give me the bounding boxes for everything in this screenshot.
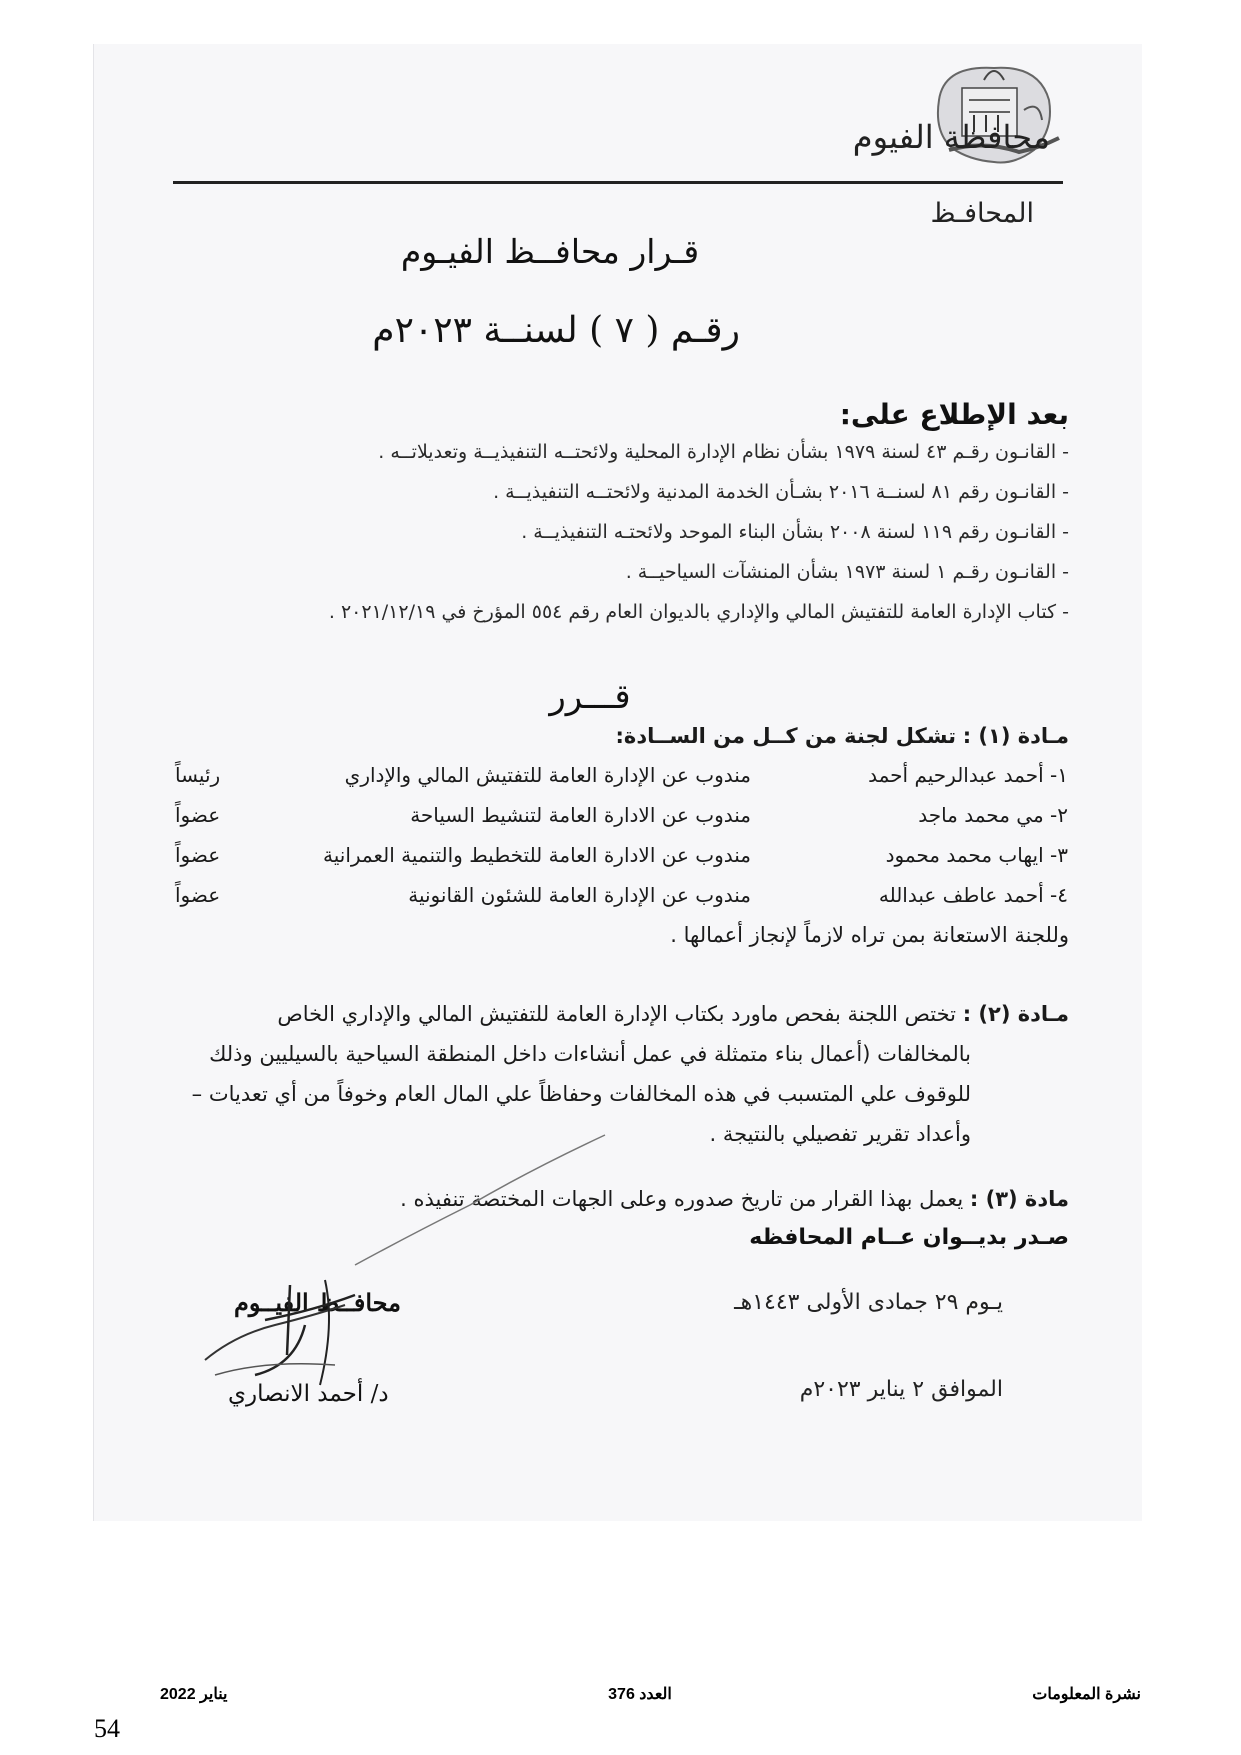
member-name: ١- أحمد عبدالرحيم أحمد bbox=[868, 763, 1068, 787]
member-role: عضواً bbox=[175, 883, 221, 907]
article-2-text: تختص اللجنة بفحص ماورد بكتاب الإدارة العامة للتفتيش المالي والإداري الخاص bbox=[277, 1002, 957, 1026]
article-2-line: وأعداد تقرير تفصيلي بالنتيجة . bbox=[709, 1122, 971, 1146]
governor-title: المحافـظ bbox=[930, 198, 1034, 229]
article-2-line bbox=[277, 1002, 1069, 1026]
member-role: رئيساً bbox=[175, 763, 221, 787]
article-1-label: مـادة (١) : bbox=[962, 724, 1069, 748]
footer-publication: نشرة المعلومات bbox=[1032, 1686, 1141, 1703]
header-rule bbox=[173, 181, 1063, 184]
article-3-label: مادة (٣) : bbox=[969, 1187, 1069, 1211]
reference-item: - القانـون رقـم ١ لسنة ١٩٧٣ بشأن المنشآت السياحيــة . bbox=[625, 561, 1069, 583]
member-role: عضواً bbox=[175, 803, 221, 827]
member-description: مندوب عن الإدارة العامة للشئون القانونية bbox=[408, 883, 751, 907]
decision-title: قـرار محافــظ الفيـوم bbox=[400, 232, 700, 271]
member-description: مندوب عن الادارة العامة للتخطيط والتنمية العمرانية bbox=[323, 843, 751, 867]
issued-at: صـدر بديــوان عــام المحافظه bbox=[749, 1225, 1069, 1250]
page-number: 54 bbox=[94, 1714, 120, 1743]
hijri-date: يـوم ٢٩ جمادى الأولى ١٤٤٣هـ bbox=[734, 1290, 1003, 1315]
article-2-label: مـادة (٢) : bbox=[962, 1002, 1069, 1026]
reference-item: - القانـون رقم ٨١ لسنــة ٢٠١٦ بشـأن الخدمة المدنية ولائحتــه التنفيذيــة . bbox=[493, 481, 1069, 503]
member-role: عضواً bbox=[175, 843, 221, 867]
footer-date: يناير 2022 bbox=[160, 1686, 228, 1703]
member-name: ٢- مي محمد ماجد bbox=[918, 803, 1068, 827]
reference-item: - القانـون رقـم ٤٣ لسنة ١٩٧٩ بشأن نظام الإدارة المحلية ولائحتــه التنفيذيــة وتعديلاتــه . bbox=[378, 441, 1069, 463]
member-name: ٣- ايهاب محمد محمود bbox=[885, 843, 1068, 867]
article-1-heading bbox=[616, 724, 1069, 748]
member-name: ٤- أحمد عاطف عبدالله bbox=[878, 883, 1068, 907]
references-heading: بعد الإطلاع على: bbox=[839, 398, 1069, 431]
governorate-name: محافظة الفيوم bbox=[852, 118, 1050, 156]
reference-item: - كتاب الإدارة العامة للتفتيش المالي والإداري بالديوان العام رقم ٥٥٤ المؤرخ في ٢٠٢١/١٢/١٩ . bbox=[328, 601, 1069, 623]
article-3-text: يعمل بهذا القرار من تاريخ صدوره وعلى الجهات المختصة تنفيذه . bbox=[400, 1187, 964, 1211]
footer-issue: العدد 376 bbox=[608, 1686, 672, 1703]
signature-stroke bbox=[350, 1130, 610, 1270]
member-description: مندوب عن الإدارة العامة للتفتيش المالي والإداري bbox=[344, 763, 751, 787]
decides-heading: قـــرر bbox=[549, 677, 631, 717]
signatory-title: محافــظ الفيــوم bbox=[234, 1288, 402, 1317]
gregorian-date: الموافق ٢ يناير ٢٠٢٣م bbox=[799, 1377, 1003, 1402]
article-1-note: وللجنة الاستعانة بمن تراه لازماً لإنجاز أعمالها . bbox=[670, 923, 1069, 947]
reference-item: - القانـون رقم ١١٩ لسنة ٢٠٠٨ بشأن البناء الموحد ولائحتـه التنفيذيــة . bbox=[521, 521, 1069, 543]
article-2-line: للوقوف علي المتسبب في هذه المخالفات وحفاظاً علي المال العام وخوفاً من أي تعديات – bbox=[191, 1082, 971, 1106]
article-1-text: تشكل لجنة من كــل من الســادة: bbox=[615, 724, 957, 748]
article-2-line: بالمخالفات (أعمال بناء متمثلة في عمل أنشاءات داخل المنطقة السياحية بالسيليين وذلك bbox=[209, 1042, 971, 1066]
decision-number: رقـم ( ٧ ) لسنــة ٢٠٢٣م bbox=[372, 310, 740, 351]
handwritten-signature bbox=[195, 1265, 415, 1395]
signatory-name: د/ أحمد الانصاري bbox=[228, 1381, 389, 1407]
member-description: مندوب عن الادارة العامة لتنشيط السياحة bbox=[410, 803, 751, 827]
